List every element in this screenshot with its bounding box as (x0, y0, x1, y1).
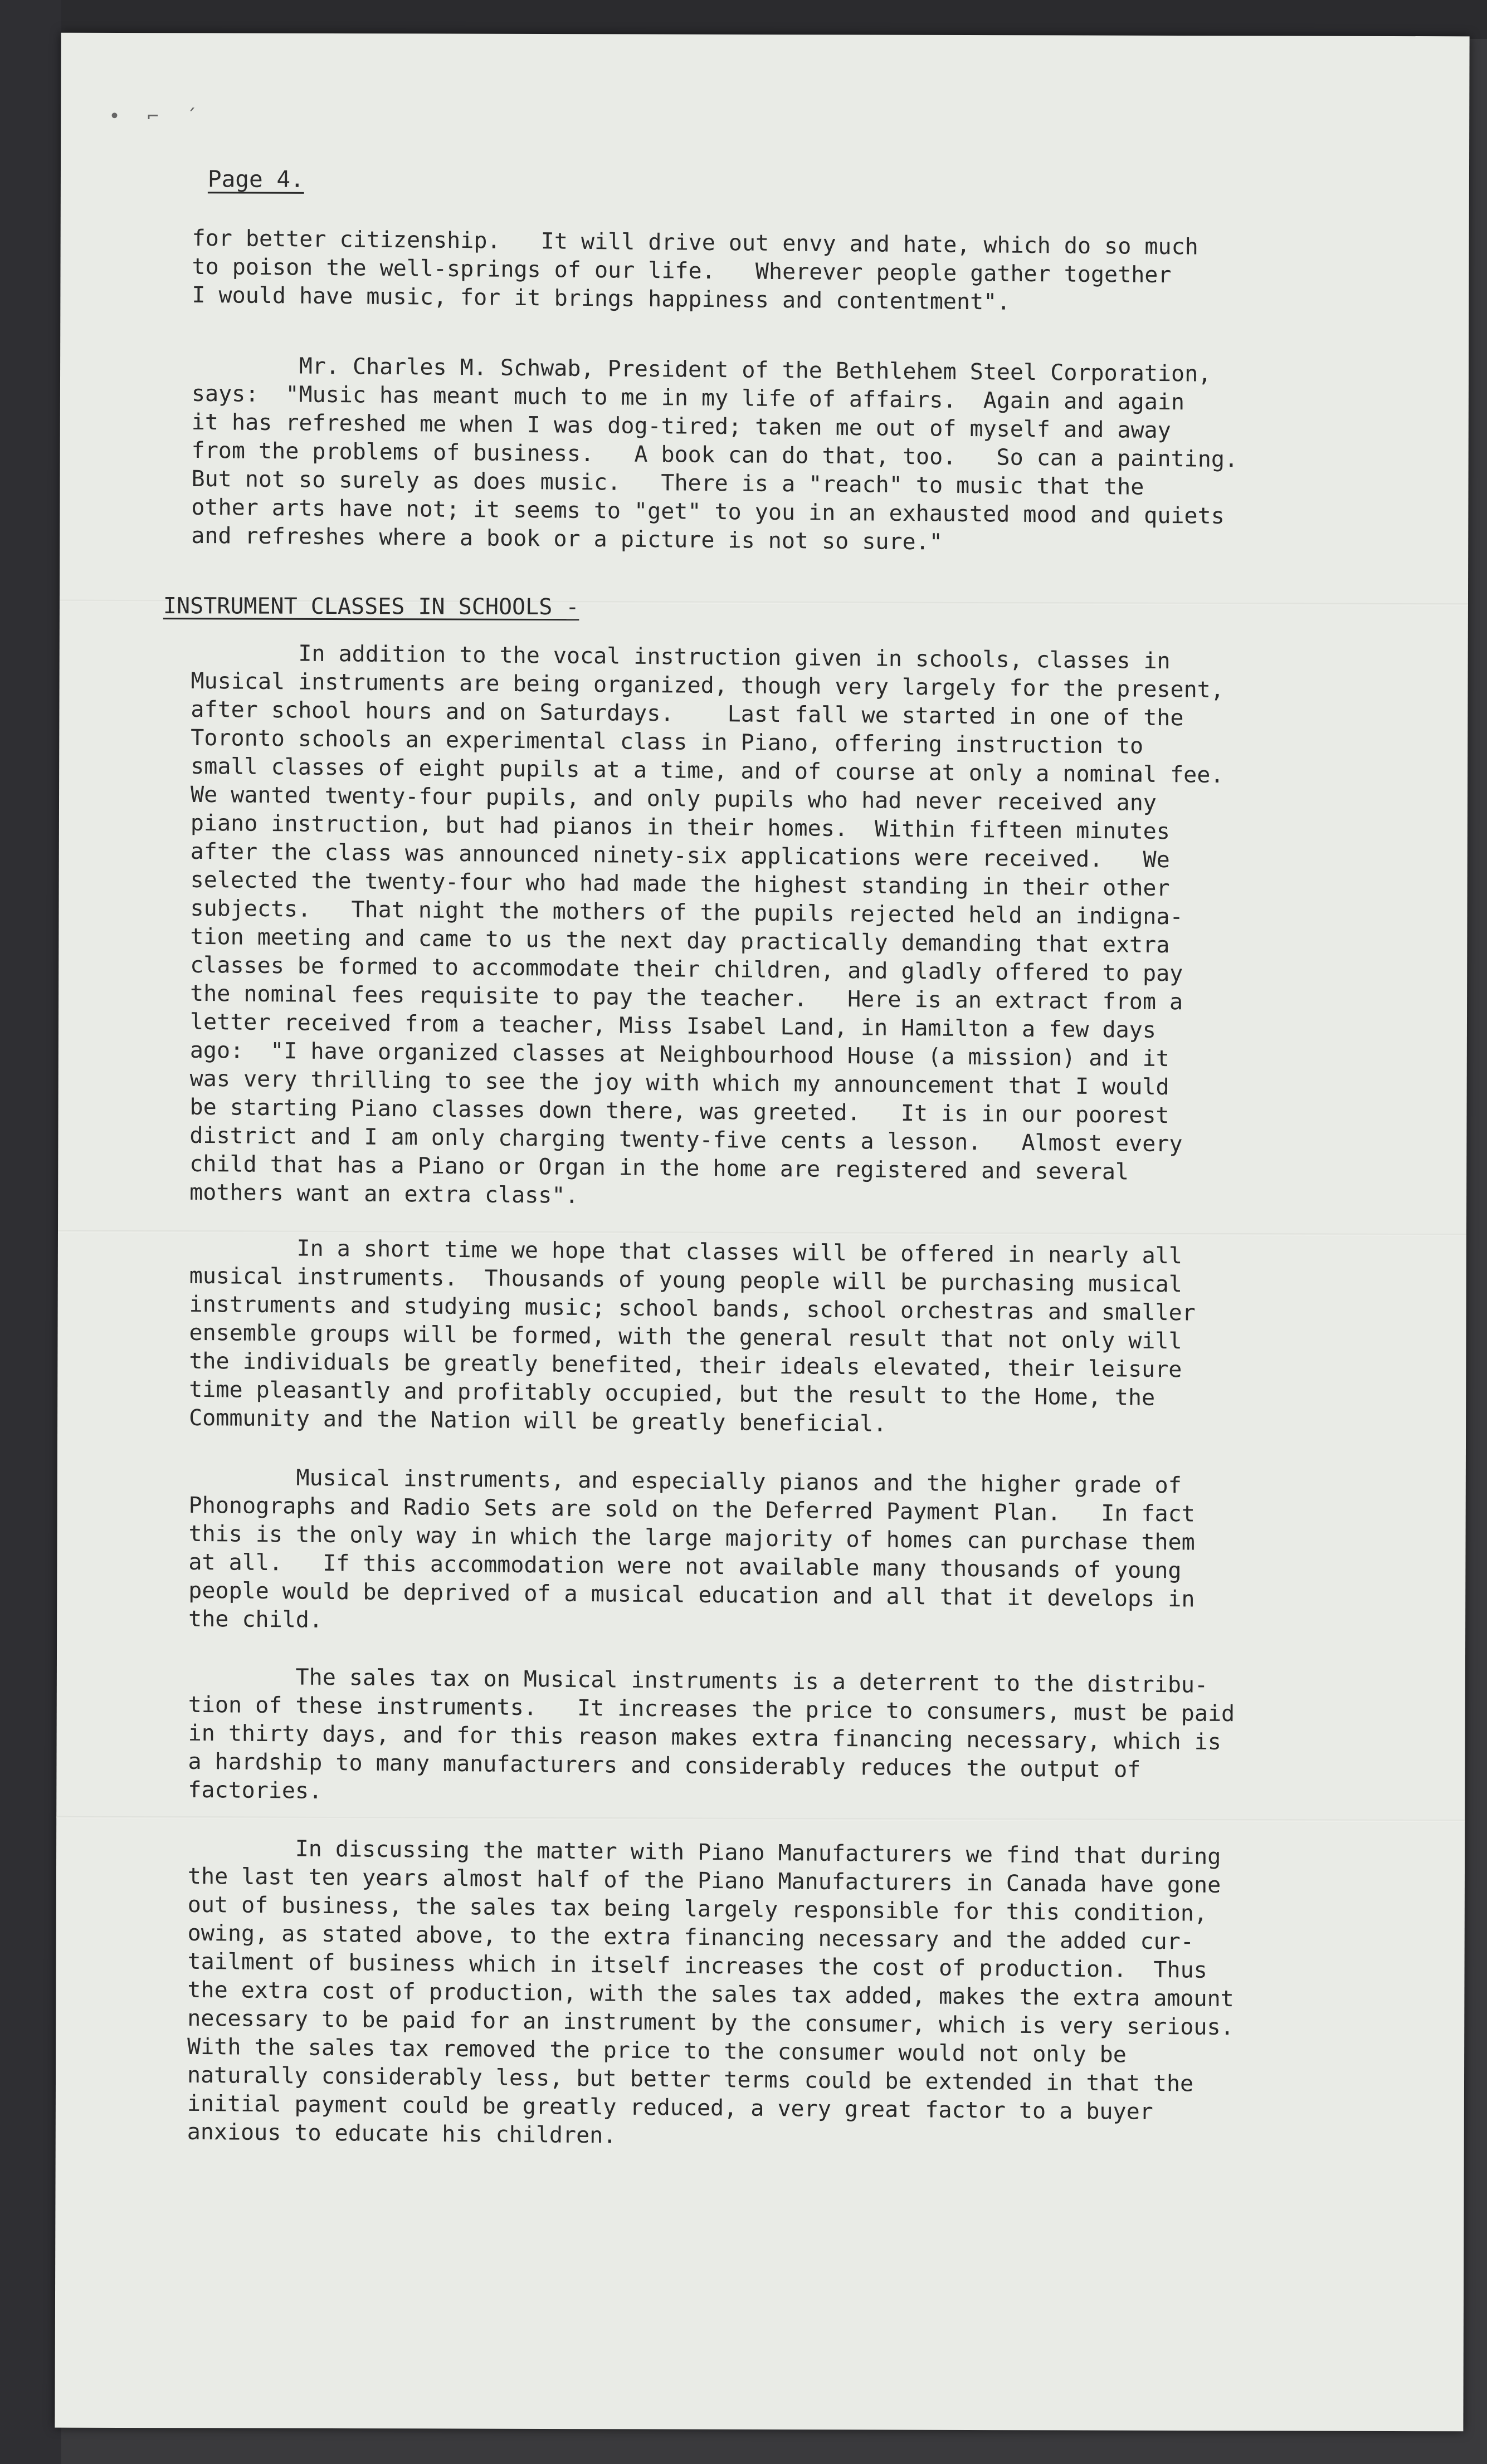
corner-pencil-marks: • ⌐ ´ (109, 105, 205, 128)
paragraph-instrument-classes: In a short time we hope that classes will be offered in nearly all musical instruments. Thousands of young people will be purchasing musical instruments and studying music; school bands, school orchestras and smaller ensemble groups will be formed, with the general result that not only will the individuals be greatly benefited, their ideals elevated, their leisure time pleasantly and profitably occupied, but the result to the Home, the Community and the Nation will be greatly beneficial. (189, 1234, 1196, 1437)
paragraph-schwab-quote: Mr. Charles M. Schwab, President of the Bethlehem Steel Corporation, says: "Music has meant much to me in my life of affairs. Again and again it has refreshed me when I was dog-tired; taken me out of myself and away from the problems of business. A book can do that, too. So can a painting. But not so surely as does music. There is a "reach" to music that the other arts have not; it seems to "get" to you in an exhausted mood and quiets and refreshes where a book or a picture is not so sure." (191, 352, 1239, 555)
paper-fold-line (56, 1816, 1465, 1822)
document-page (55, 33, 1469, 2432)
paragraph-piano-classes: In addition to the vocal instruction given in schools, classes in Musical instruments are being organized, though very largely for the present, after school hours and on Saturdays. Last fall we started in one of the Toronto schools an experimental class in Piano, offering instruction to small classes of eight pupils at a time, and of course at only a nominal fee. We wanted twenty-four pupils, and only pupils who had never received any piano instruction, but had pianos in their homes. Within fifteen minutes after the class was announced ninety-six applications were received. We selected the twenty-four who had made the highest standing in their other subjects. That night the mothers of the pupils rejected held an indigna- tion meeting and came to us the next day practically demanding that extra classes be formed to accommodate their children, and gladly offered to pay the nominal fees requisite to pay the teacher. Here is an extract from a letter received from a teacher, Miss Isabel Land, in Hamilton a few days ago: "I have organized classes at Neighbourhood House (a mission) and it was very thrilling to see the joy with which my announcement that I would be starting Piano classes down there, was greeted. It is in our poorest district and I am only charging twenty-five cents a lesson. Almost every child that has a Piano or Organ in the home are registered and several mothers want an extra class". (189, 639, 1224, 1209)
scan-background-left (0, 0, 61, 2464)
paragraph-citizenship: for better citizenship. It will drive out envy and hate, which do so much to poison the well-springs of our life. Wherever people gather together I would have music, for it brings happiness and contentment". (192, 225, 1198, 315)
section-heading: INSTRUMENT CLASSES IN SCHOOLS - (163, 593, 579, 620)
paragraph-deferred-payment: Musical instruments, and especially pianos and the higher grade of Phonographs and Radio Sets are sold on the Deferred Payment Plan. In fact this is the only way in which the large majority of homes can purchase them at all. If this accommodation were not available many thousands of young people would be deprived of a musical education and all that it develops in the child. (188, 1464, 1195, 1633)
page-number: Page 4. (207, 165, 304, 193)
paragraph-manufacturers: In discussing the matter with Piano Manufacturers we find that during the last ten years almost half of the Piano Manufacturers in Canada have gone out of business, the sales tax being largely responsible for this condition, owing, as stated above, to the extra financing necessary and the added cur- tailment of business which in itself increases the cost of production. Thus the extra cost of production, with the sales tax added, makes the extra amount necessary to be paid for an instrument by the consumer, which is very serious. With the sales tax removed the price to the consumer would not only be naturally considerably less, but better terms could be extended in that the initial payment could be greatly reduced, a very great factor to a buyer anxious to educate his children. (187, 1835, 1234, 2149)
paragraph-sales-tax: The sales tax on Musical instruments is a deterrent to the distribu- tion of these instruments. It increases the price to consumers, must be paid in thirty days, and for this reason makes extra financing necessary, which is a hardship to many manufacturers and considerably reduces the output of factories. (188, 1663, 1235, 1804)
